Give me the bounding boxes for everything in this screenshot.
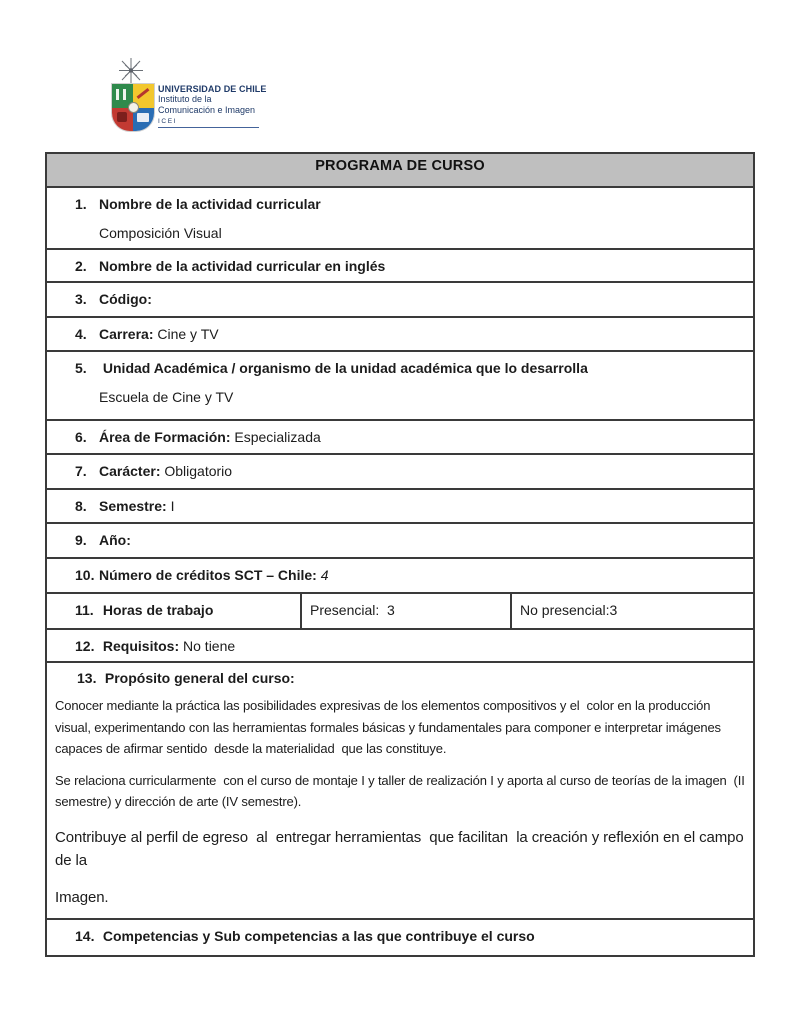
row-value: No tiene — [179, 638, 236, 654]
course-program-table — [45, 152, 755, 957]
purpose-paragraph-1: Conocer mediante la práctica las posibilidades expresivas de los elementos compositivos y el color en la producción visual, experimentando con las herramientas formales básicas y fundamentales para componer e interpretar imágenes capaces de afirmar sentido desde la materialidad que las constituye. — [55, 698, 725, 756]
logo-text — [158, 84, 267, 128]
table-row-3-codigo: 3. Código: — [47, 281, 753, 316]
star-icon — [114, 57, 148, 84]
row-number: 2. — [75, 258, 87, 274]
row-number: 11. — [75, 602, 94, 618]
table-row-12-requisitos: 12. Requisitos: No tiene — [47, 628, 753, 661]
table-row-2-nombre-ingles: 2. Nombre de la actividad curricular en inglés — [47, 248, 753, 281]
hours-label-cell: 11. Horas de trabajo — [75, 602, 214, 618]
logo-underline — [158, 127, 259, 128]
hours-presencial-cell: Presencial: 3 — [300, 594, 510, 628]
row-value: 4 — [316, 567, 329, 583]
table-row-8-semestre: 8. Semestre: I — [47, 488, 753, 522]
table-row-4-carrera: 4. Carrera: Cine y TV — [47, 316, 753, 350]
table-row-10-creditos-sct: 10. Número de créditos SCT – Chile: 4 — [47, 557, 753, 592]
table-row-5-unidad-academica — [47, 350, 753, 419]
row-number: 7. — [75, 463, 87, 479]
table-title: PROGRAMA DE CURSO — [47, 154, 753, 186]
logo-university-name: UNIVERSIDAD DE CHILE — [158, 84, 267, 94]
row-number: 8. — [75, 498, 87, 514]
row-value: Especializada — [230, 429, 321, 445]
purpose-paragraph-4: Imagen. — [55, 888, 109, 906]
university-logo — [112, 57, 267, 135]
row-number: 14. — [75, 928, 95, 944]
row-value: I — [166, 498, 175, 514]
logo-institute-line2: Comunicación e Imagen — [158, 104, 256, 115]
table-row-13-proposito — [47, 661, 753, 918]
row-number: 5. — [75, 360, 87, 376]
table-row-1-nombre-actividad — [47, 186, 753, 248]
table-row-7-caracter: 7. Carácter: Obligatorio — [47, 453, 753, 488]
row-number: 12. — [75, 638, 95, 654]
row-value: Obligatorio — [160, 463, 233, 479]
table-row-14-competencias: 14. Competencias y Sub competencias a las que contribuye el curso — [47, 918, 753, 955]
hours-no-presencial-cell: No presencial:3 — [510, 594, 753, 628]
row-number: 13. — [77, 670, 97, 686]
row-number: 6. — [75, 429, 87, 445]
logo-acronym: ICEI — [158, 117, 178, 125]
row-number: 4. — [75, 326, 87, 342]
purpose-paragraph-3: Contribuye al perfil de egreso al entregar herramientas que facilitan la creación y reflexión en el campo de la — [55, 828, 748, 869]
row-number: 10. — [75, 567, 95, 583]
row-label: 5. Unidad Académica / organismo de la unidad académica que lo desarrolla — [75, 360, 588, 376]
row-label: 13. Propósito general del curso: — [77, 670, 295, 686]
shield-center-badge — [128, 102, 139, 113]
row-label: 1. Nombre de la actividad curricular — [75, 196, 321, 212]
row-value: Cine y TV — [153, 326, 219, 342]
table-row-9-ano: 9. Año: — [47, 522, 753, 557]
table-row-6-area-formacion: 6. Área de Formación: Especializada — [47, 419, 753, 453]
row-number: 9. — [75, 532, 87, 548]
logo-institute-line1: Instituto de la — [158, 94, 212, 104]
row-value: Escuela de Cine y TV — [99, 389, 234, 405]
row-number: 1. — [75, 196, 87, 212]
row-number: 3. — [75, 291, 87, 307]
row-value: Composición Visual — [99, 225, 222, 241]
purpose-paragraph-2: Se relaciona curricularmente con el curso de montaje I y taller de realización I y aporta al curso de teorías de la imagen (II semestre) y dirección de arte (IV semestre). — [55, 772, 749, 809]
table-row-11-horas-trabajo — [47, 592, 753, 628]
university-shield-icon — [112, 84, 154, 131]
